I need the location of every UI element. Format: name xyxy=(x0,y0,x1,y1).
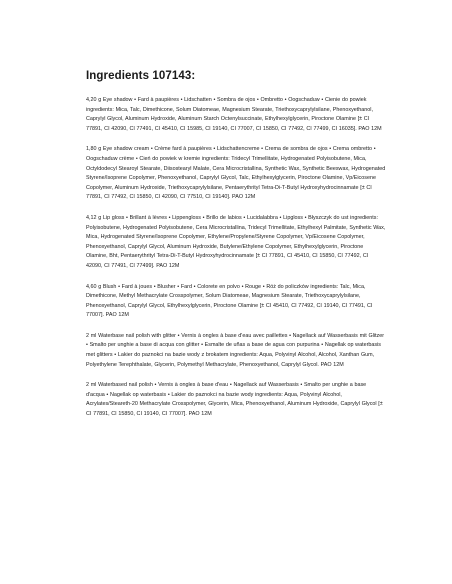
document-title: Ingredients 107143: xyxy=(86,70,196,82)
paragraph-nail-polish-glitter: 2 ml Waterbase nail polish with glitter • Vernis à ongles à base d'eau avec paillettes • Nagellack auf Wasserbasis mit Glitzer • Smalto per unghie a base di acqua con glitter • Esmalte de uñas a base de agua con purpurina • Nagellak op waterbasis met glitters • Lakier do paznokci na bazie wody z brokatem ingredients: Aqua, Polyvinyl Alcohol, Alcohol, Xanthan Gum, Polyethylene Terephthalate, Glycerin, Polymethyl Methacrylate, Phenoxyethanol, Caprylyl Glycol. PAO 12M xyxy=(86,332,385,368)
ingredients-document xyxy=(86,70,386,431)
paragraph-eye-shadow: 4,20 g Eye shadow • Fard à paupières • Lidschatten • Sombra de ojos • Ombretto • Oogschaduw • Cienie do powiek ingredients: Mica, Talc, Dimethicone, Solum Diatomeae, Magnesium Stearate, Triethoxycaprylylsilane, Phenoxyethanol, Caprylyl Glycol, Aluminum Hydroxide, Aluminum Starch Octenylsuccinate, Ethylhexylglycerin, Piroctone Olamine [± CI 77891, CI 42090, CI 77491, CI 45410, CI 15985, CI 19140, CI 77007, CI 15850, CI 77492, CI 77499, CI 16035]. PAO 12M xyxy=(86,97,382,132)
paragraph-eye-shadow-cream: 1,80 g Eye shadow cream • Crème fard à paupières • Lidschattencreme • Crema de sombra de ojos • Crema ombretto • Oogschaduw crème • Cień do powiek w kremie ingredients: Tridecyl Trimellitate, Hydrogenated Polyisobutene, Mica, Octyldodecyl Stearoyl Stearate, Diisostearyl Malate, Cera Microcristallina, Synthetic Wax, Synthetic Beeswax, Hydrogenated Styrene/Isoprene Copolymer, Phenoxyethanol, Caprylyl Glycol, Talc, Ethylhexylglycerin, Piroctone Olamine, Vp/Eicosene Copolymer, Aluminum Hydroxide, Triethoxycaprylylsilane, Pentaerythrityl Tetra-Di-T-Butyl Hydroxyhydrocinnamate [± CI 77891, CI 77492, CI 15850, CI 42090, CI 77510, CI 19140]. PAO 12M xyxy=(86,146,386,201)
paragraph-nail-polish: 2 ml Waterbased nail polish • Vernis à ongles à base d'eau • Nagellack auf Wasserbasis • Smalto per unghie a base d'acqua • Nagellak op waterbasis • Lakier do paznokci na bazie wody ingredients: Aqua, Polyvinyl Alcohol, Acrylates/Steareth-20 Methacrylate Crosspolymer, Glycerin, Mica, Phenoxyethanol, Aluminum Hydroxide, Caprylyl Glycol [± CI 77891, CI 15850, CI 19140, CI 77007]. PAO 12M xyxy=(86,382,383,418)
paragraph-blush: 4,60 g Blush • Fard à joues • Blusher • Fard • Colorete en polvo • Rouge • Róż do policzków ingredients: Talc, Mica, Dimethicone, Methyl Methacrylate Crosspolymer, Solum Diatomeae, Magnesium Stearate, Triethoxycaprylylsilane, Phenoxyethanol, Caprylyl Glycol, Ethylhexylglycerin, Piroctone Olamine [± CI 45410, CI 77492, CI 19140, CI 77491, CI 77007]. PAO 12M xyxy=(86,283,373,319)
paragraph-lip-gloss: 4,12 g Lip gloss • Brillant à lèvres • Lippengloss • Brillo de labios • Lucidalabbra • Lipgloss • Błyszczyk do ust ingredients: Polyisobutene, Hydrogenated Polyisobutene, Cera Microcristallina, Tridecyl Trimellitate, Ethylhexyl Palmitate, Synthetic Wax, Mica, Hydrogenated Styrene/Isoprene Copolymer, Ethylene/Propylene/Styrene Copolymer, Vp/Eicosene Copolymer, Phenoxyethanol, Caprylyl Glycol, Aluminum Hydroxide, Butylene/Ethylene Copolymer, Ethylhexylglycerin, Piroctone Olamine, Bht, Pentaerythrityl Tetra-Di-T-Butyl Hydroxyhydrocinnamate [± CI 77891, CI 45410, CI 15850, CI 77492, CI 42090, CI 77491, CI 77499]. PAO 12M xyxy=(86,214,386,269)
